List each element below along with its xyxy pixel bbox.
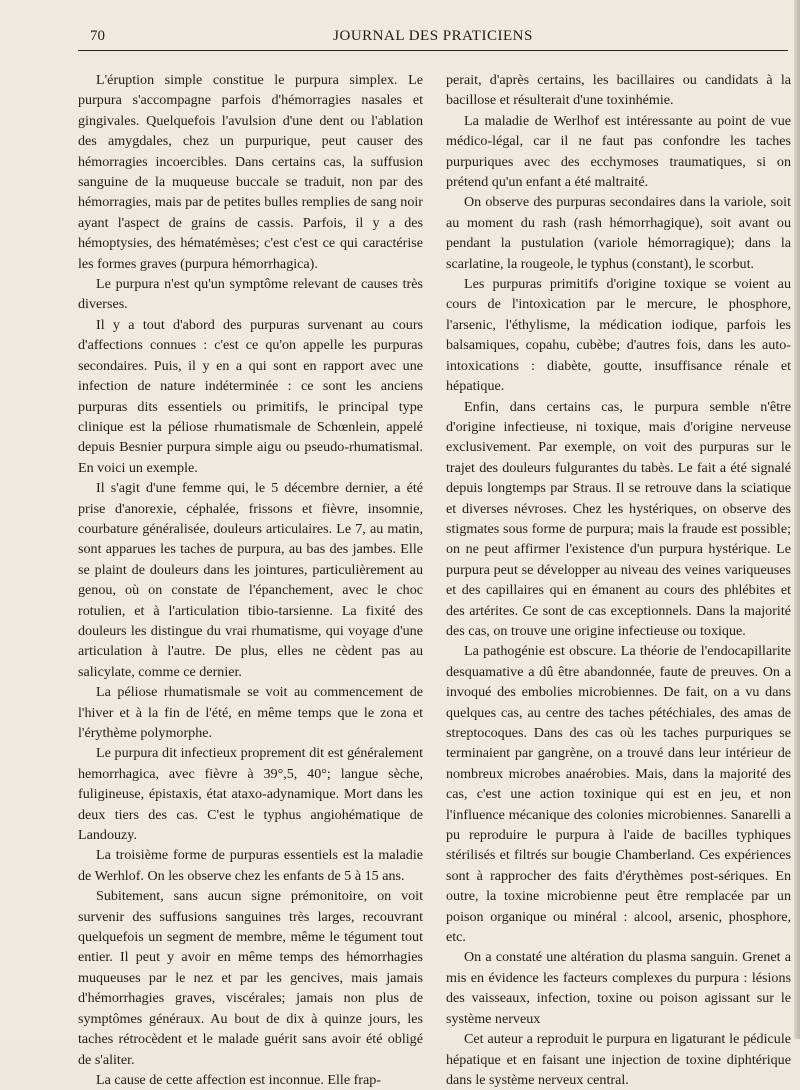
paragraph: Le purpura n'est qu'un symptôme relevant de causes très diverses. xyxy=(78,276,423,313)
paragraph: Les purpuras primitifs d'origine toxique se voient au cours de l'intoxication par le mercure, le phosphore, l'arsenic, l'éthylisme, la médication iodique, parfois les balsamiques, copahu, cubèbe; d'autres fois, dans les auto-intoxications : diabète, goutte, insuffisance rénale et hépatique. xyxy=(446,276,791,395)
paragraph: La péliose rhumatismale se voit au commencement de l'hiver et à la fin de l'été, en même temps que le zona et l'érythème polymorphe. xyxy=(78,684,423,741)
paragraph: La cause de cette affection est inconnue. Elle frap- xyxy=(96,1071,381,1088)
paragraph: La pathogénie est obscure. La théorie de l'endocapillarite desquamative a dû être abandonnée, faute de preuves. On a invoqué des embolies microbiennes. De fait, on a vu dans quelques cas, au centre des taches pétéchiales, des amas de streptocoques. Dans des cas où les taches purpuriques se terminaient par gangrène, on a trouvé dans leur intérieur de nombreux microbes anaérobies. Mais, dans la majorité des cas, c'est une action toxinique qui est en jeu, et non l'influence mécanique des colonies microbiennes. Sanarelli a pu reproduire le purpura à l'aide de bacilles typhiques stérilisés et filtrés sur bougie Chamberland. Ces expériences sont à rapprocher des faits d'érythèmes post-sériques. En outre, la toxine microbienne peut être remplacée par un poison organique ou minéral : alcool, arsenic, phosphore, etc. xyxy=(446,643,791,946)
journal-title: JOURNAL DES PRATICIENS xyxy=(333,28,533,44)
right-column xyxy=(446,70,791,1090)
paragraph: perait, d'après certains, les bacillaires ou candidats à la bacillose et résulterait d'une toxinhémie. xyxy=(446,72,791,109)
paragraph: Le purpura dit infectieux proprement dit est généralement hemorrhagica, avec fièvre à 39°,5, 40°; langue sèche, fuligineuse, épistaxis, état ataxo-adynamique. Mort dans les deux tiers des cas. C'est le typhus angiohématique de Landouzy. xyxy=(78,745,423,844)
page-number: 70 xyxy=(90,28,105,44)
paragraph: Enfin, dans certains cas, le purpura semble n'être d'origine infectieuse, ni toxique, mais d'origine nerveuse exclusivement. Par exemple, on voit des purpuras sur le trajet des douleurs fulgurantes du tabès. Le fait a été signalé depuis longtemps par Straus. Il se retrouve dans la sciatique et diverses névroses. Chez les hystériques, on observe des stigmates sous forme de purpura; mais la fraude est possible; on ne peut affirmer l'existence d'un purpura hystérique. Le purpura peut se développer au niveau des veines variqueuses et des capillaires qui en émanent au cours des phlébites et des artérites. Ce sont de cas exceptionnels. Dans la majorité des cas, on trouve une origine infectieuse ou toxique. xyxy=(446,398,791,639)
left-column xyxy=(78,70,423,1090)
paragraph: On a constaté une altération du plasma sanguin. Grenet a mis en évidence les facteurs complexes du purpura : lésions des vaisseaux, infection, toxine ou poison agissant sur le système nerveux xyxy=(446,949,791,1027)
running-header xyxy=(78,26,788,51)
paragraph: On observe des purpuras secondaires dans la variole, soit au moment du rash (rash hémorrhagique), soit avant ou pendant la pustulation (variole hémorragique); dans la scarlatine, la rougeole, le typhus (constant), le scorbut. xyxy=(446,194,791,272)
paragraph: L'éruption simple constitue le purpura simplex. Le purpura s'accompagne parfois d'hémorragies nasales et gingivales. Quelquefois l'avulsion d'une dent ou l'ablation des amygdales, chez un purpurique, peut causer des hémorragies incoercibles. Dans certains cas, la suffusion sanguine de la muqueuse buccale se traduit, non par des hémorragies, mais par de petites bulles remplies de sang noir ayant l'aspect de grains de cassis. Parfois, il y a des hémoptysies, des hématémèses; c'est c'est ce qui caractérise les formes graves (purpura hémorrhagica). xyxy=(78,72,423,272)
paragraph: Il s'agit d'une femme qui, le 5 décembre dernier, a été prise d'anorexie, céphalée, frissons et fièvre, insomnie, courbature généralisée, douleurs articulaires. Le 7, au matin, sont apparues les taches de purpura, au bas des jambes. Elle se plaint de douleurs dans les jointures, particulièrement au genou, où on constate de l'épanchement, avec le choc rotulien, et à l'articulation tibio-tarsienne. La fixité des douleurs les distingue du vrai rhumatisme, qui voyage d'une articulation à l'autre. De plus, elles ne cèdent pas au salicylate, comme ce dernier. xyxy=(78,480,423,680)
paragraph: La maladie de Werlhof est intéressante au point de vue médico-légal, car il ne faut pas confondre les taches purpuriques avec des ecchymoses traumatiques, si on prétend qu'un enfant a été maltraité. xyxy=(446,112,791,191)
paragraph: La troisième forme de purpuras essentiels est la maladie de Werhlof. On les observe chez les enfants de 5 à 15 ans. xyxy=(78,847,423,884)
paragraph: Subitement, sans aucun signe prémonitoire, on voit survenir des suffusions sanguines très larges, recouvrant quelquefois un segment de membre, même le tégument tout entier. Il peut y avoir en même temps des hémorrhagies muqueuses par le nez et par les gencives, mais jamais d'hémorrhagies graves, viscérales; jamais non plus de symptômes généraux. Au bout de dix à quinze jours, les taches rétrocèdent et le malade guérit sans avoir été obligé de s'aliter. xyxy=(78,888,423,1068)
paragraph: Il y a tout d'abord des purpuras survenant au cours d'affections connues : c'est ce qu'on appelle les purpuras secondaires. Puis, il y en a qui sont en rapport avec une infection de nature indéterminée : ce sont les anciens purpuras dits essentiels ou primitifs, le principal type clinique est la péliose rhumatismale de Schœnlein, appelé depuis Besnier purpura simple aigu ou pseudo-rhumatismal. En voici un exemple. xyxy=(78,316,423,476)
page-edge-shadow xyxy=(794,0,800,1039)
paragraph: Cet auteur a reproduit le purpura en ligaturant le pédicule hépatique et en faisant une injection de toxine diphtérique dans le système nerveux central. xyxy=(446,1031,791,1088)
